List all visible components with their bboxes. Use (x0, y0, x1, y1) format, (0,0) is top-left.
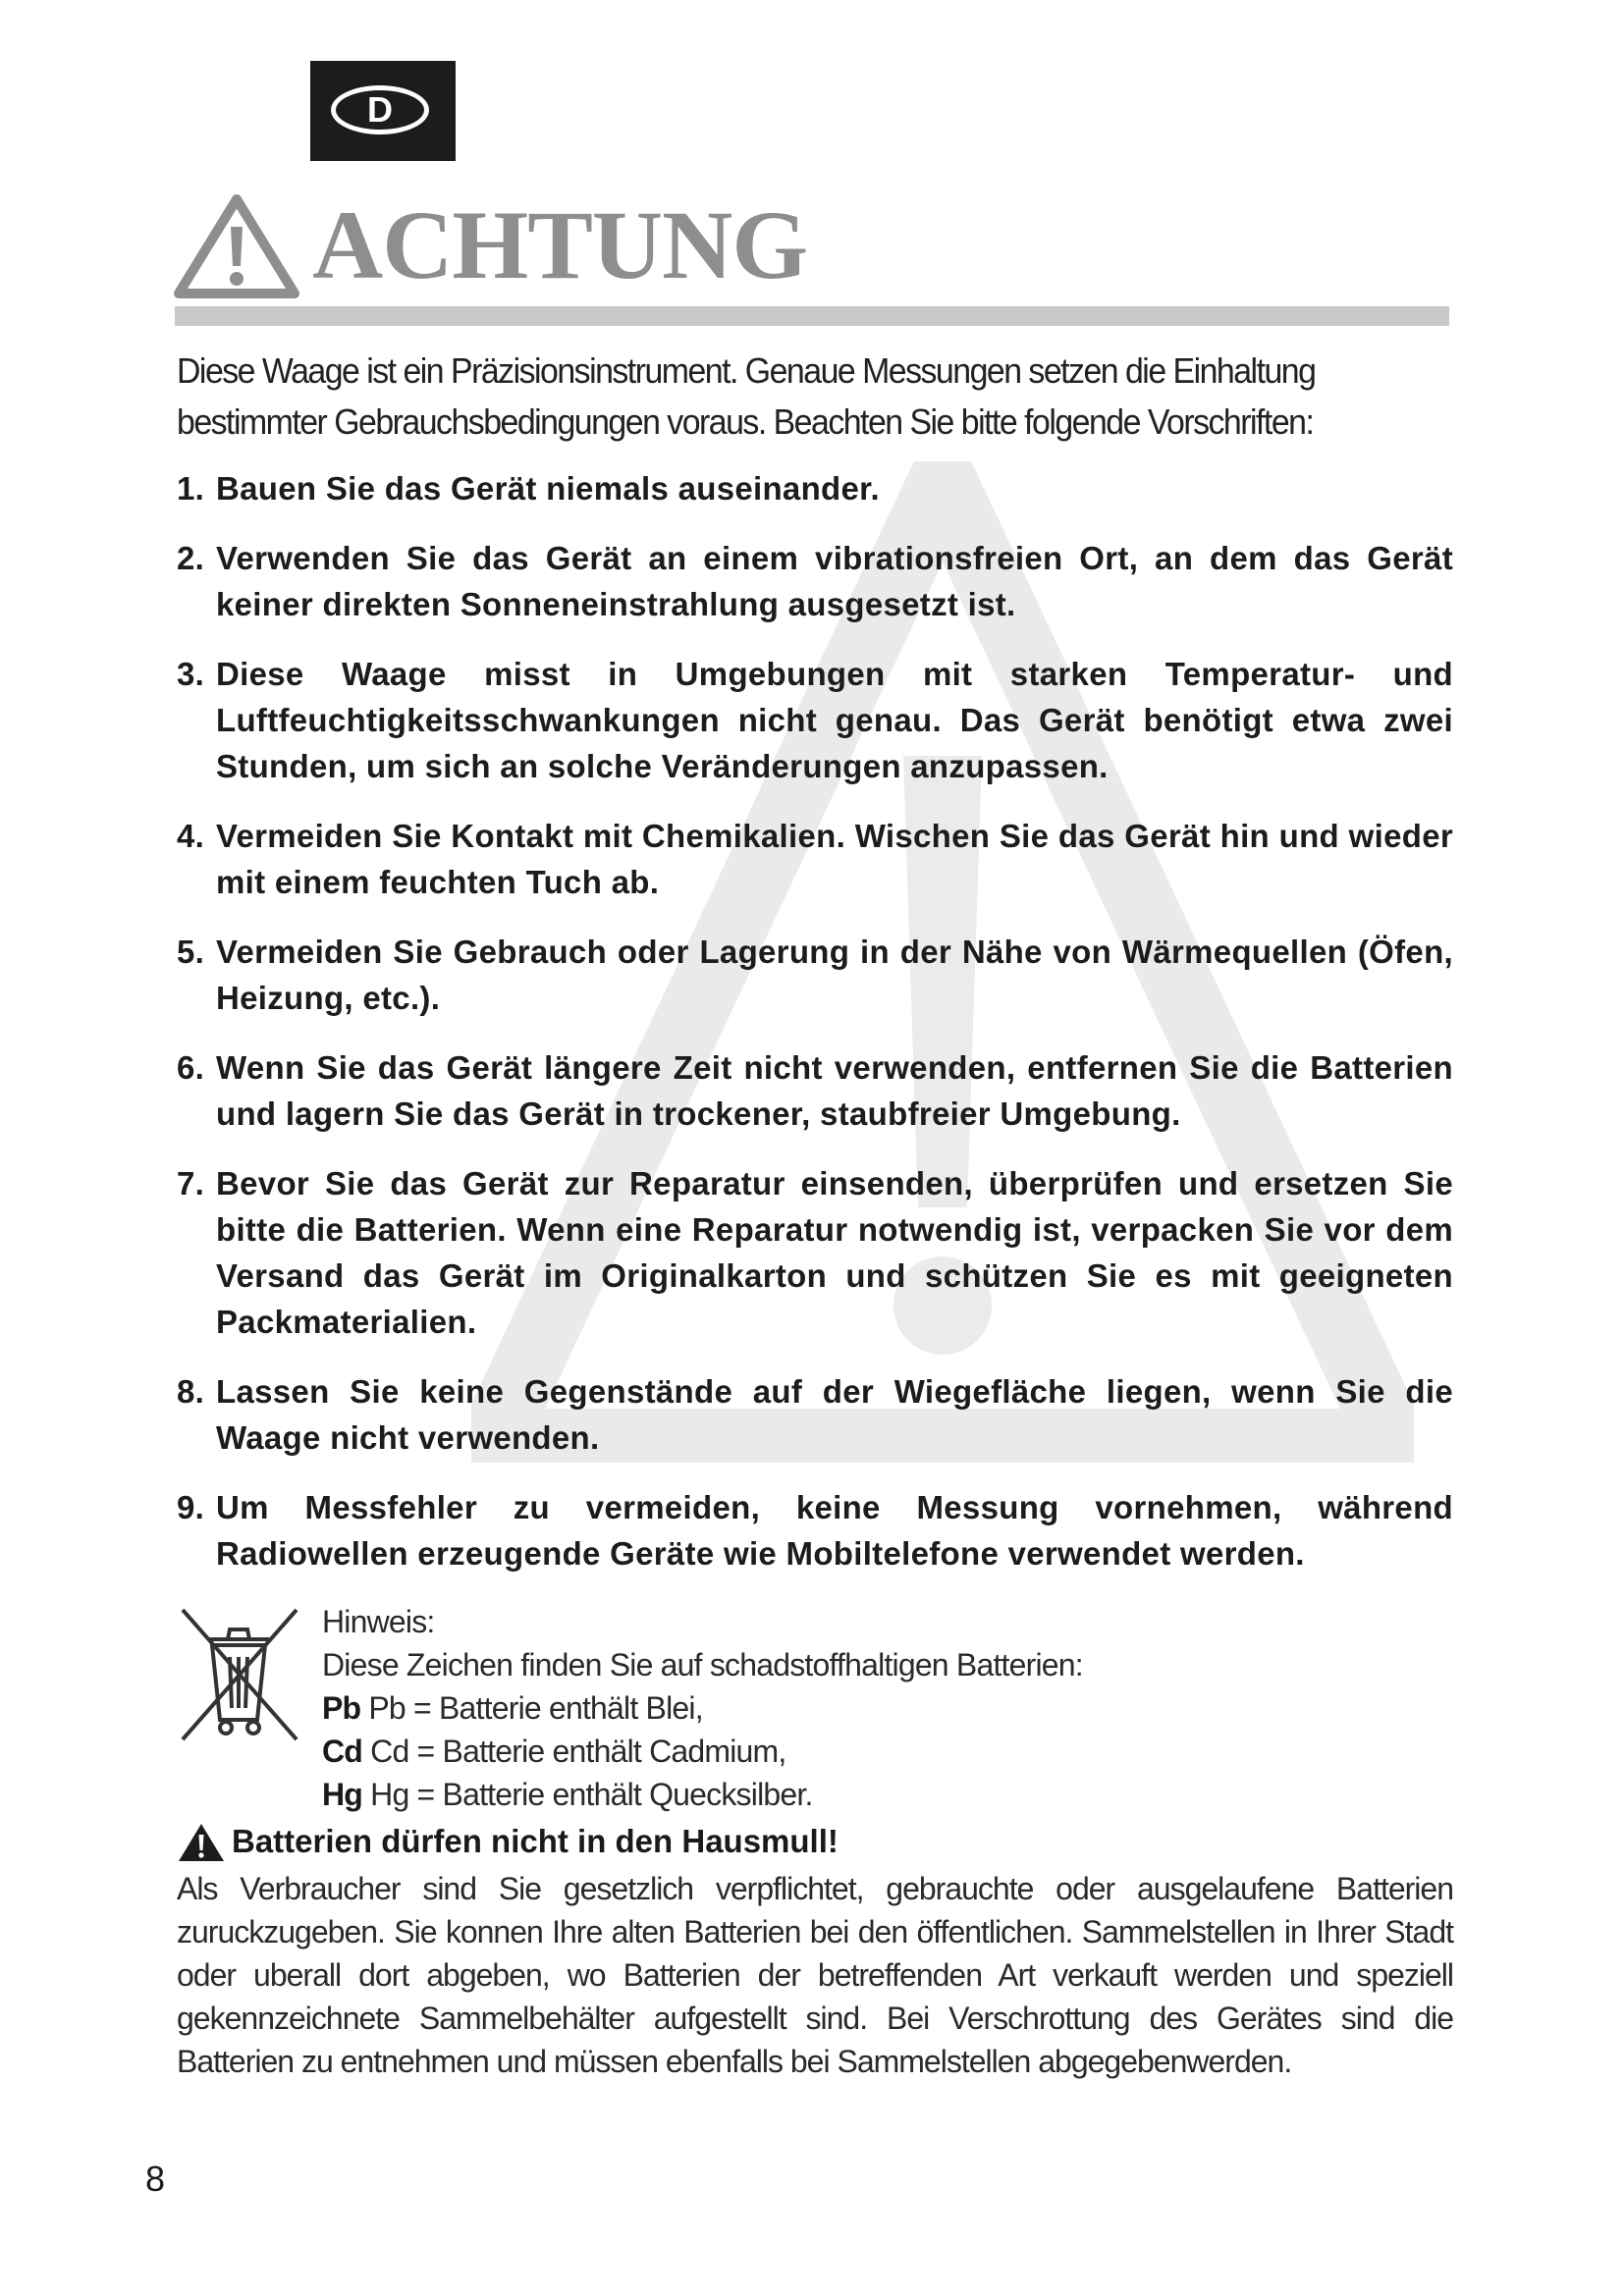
list-item-number: 6. (177, 1049, 205, 1086)
list-item-number: 8. (177, 1373, 205, 1410)
rules-list (177, 465, 1453, 1576)
language-badge (310, 61, 456, 161)
notice-symbol: Pb (322, 1690, 361, 1726)
heading-rule (175, 306, 1449, 326)
list-item-number: 1. (177, 470, 205, 507)
list-item-text: Lassen Sie keine Gegenstände auf der Wiegefläche liegen, wenn Sie die Waage nicht verwenden. (216, 1373, 1453, 1456)
list-item (177, 1484, 1453, 1576)
notice-label: Hinweis: (322, 1604, 435, 1639)
list-item (177, 813, 1453, 905)
battery-warning-body: Als Verbraucher sind Sie gesetzlich verpflichtet, gebrauchte oder ausgelaufene Batterien zuruckzugeben. Sie konnen Ihre alten Batterien bei den öffentlichen. Sammelstellen in Ihrer Stadt oder uberall dort abgeben, wo Batterien der betreffenden Art verkauft werden und speziell gekennzeichnete Sammelbehälter aufgestellt sind. Bei Verschrottung des Gerätes sind die Batterien zu entnehmen und müssen ebenfalls bei Sammelstellen abgegebenwerden. (177, 1871, 1453, 2079)
notice-symbol: Cd (322, 1734, 363, 1769)
list-item-text: Bevor Sie das Gerät zur Reparatur einsenden, überprüfen und ersetzen Sie bitte die Batterien. Wenn eine Reparatur notwendig ist, verpacken Sie vor dem Versand das Gerät im Originalkarton und schützen Sie es mit geeigneten Packmaterialien. (216, 1165, 1453, 1340)
notice-item-text: Cd = Batterie enthält Cadmium, (370, 1734, 786, 1769)
intro-paragraph: Diese Waage ist ein Präzisionsinstrument. Genaue Messungen setzen die Einhaltung bestimmter Gebrauchsbedingungen voraus. Beachten Sie bitte folgende Vorschriften: (177, 350, 1316, 442)
list-item (177, 465, 1453, 511)
page-title: ACHTUNG (312, 190, 808, 299)
list-item-number: 3. (177, 656, 205, 692)
list-item-text: Vermeiden Sie Kontakt mit Chemikalien. Wischen Sie das Gerät hin und wieder mit einem feuchten Tuch ab. (216, 818, 1453, 900)
list-item-text: Wenn Sie das Gerät längere Zeit nicht verwenden, entfernen Sie die Batterien und lagern Sie das Gerät in trockener, staubfreier Umgebung. (216, 1049, 1453, 1132)
battery-notice (177, 1600, 1453, 1816)
small-warning-icon (177, 1822, 226, 1863)
crossed-out-wheelie-bin-icon (175, 1602, 302, 1747)
list-item-text: Verwenden Sie das Gerät an einem vibrationsfreien Ort, an dem das Gerät keiner direkten Sonneneinstrahlung ausgesetzt ist. (216, 540, 1453, 622)
list-item (177, 1368, 1453, 1461)
page-number: 8 (145, 2159, 166, 2199)
notice-item (322, 1730, 1083, 1773)
notice-item-text: Hg = Batterie enthält Quecksilber. (370, 1777, 813, 1812)
language-code: D (331, 85, 429, 134)
battery-warning-heading (177, 1818, 1453, 1867)
list-item-text: Vermeiden Sie Gebrauch oder Lagerung in der Nähe von Wärmequellen (Öfen, Heizung, etc.). (216, 934, 1453, 1016)
list-item-text: Diese Waage misst in Umgebungen mit starken Temperatur- und Luftfeuchtigkeitsschwankungen nicht genau. Das Gerät benötigt etwa zwei Stunden, um sich an solche Veränderungen anzupassen. (216, 656, 1453, 784)
list-item (177, 651, 1453, 789)
notice-symbol: Hg (322, 1777, 363, 1812)
battery-warning-title: Batterien dürfen nicht in den Hausmull! (232, 1823, 839, 1859)
list-item (177, 1160, 1453, 1345)
list-item-number: 4. (177, 818, 205, 854)
list-item (177, 535, 1453, 627)
list-item-number: 2. (177, 540, 205, 576)
main-content (177, 346, 1453, 2083)
list-item (177, 929, 1453, 1021)
notice-text (322, 1600, 1083, 1816)
notice-item (322, 1773, 1083, 1816)
list-item-number: 7. (177, 1165, 205, 1201)
list-item-number: 5. (177, 934, 205, 970)
warning-triangle-icon (173, 191, 300, 299)
list-item-number: 9. (177, 1489, 205, 1525)
notice-item-text: Pb = Batterie enthält Blei, (368, 1690, 703, 1726)
notice-intro: Diese Zeichen finden Sie auf schadstoffhaltigen Batterien: (322, 1647, 1083, 1682)
list-item (177, 1044, 1453, 1137)
notice-item (322, 1686, 1083, 1730)
list-item-text: Bauen Sie das Gerät niemals auseinander. (216, 470, 880, 507)
list-item-text: Um Messfehler zu vermeiden, keine Messung vornehmen, während Radiowellen erzeugende Geräte wie Mobiltelefone verwendet werden. (216, 1489, 1453, 1572)
